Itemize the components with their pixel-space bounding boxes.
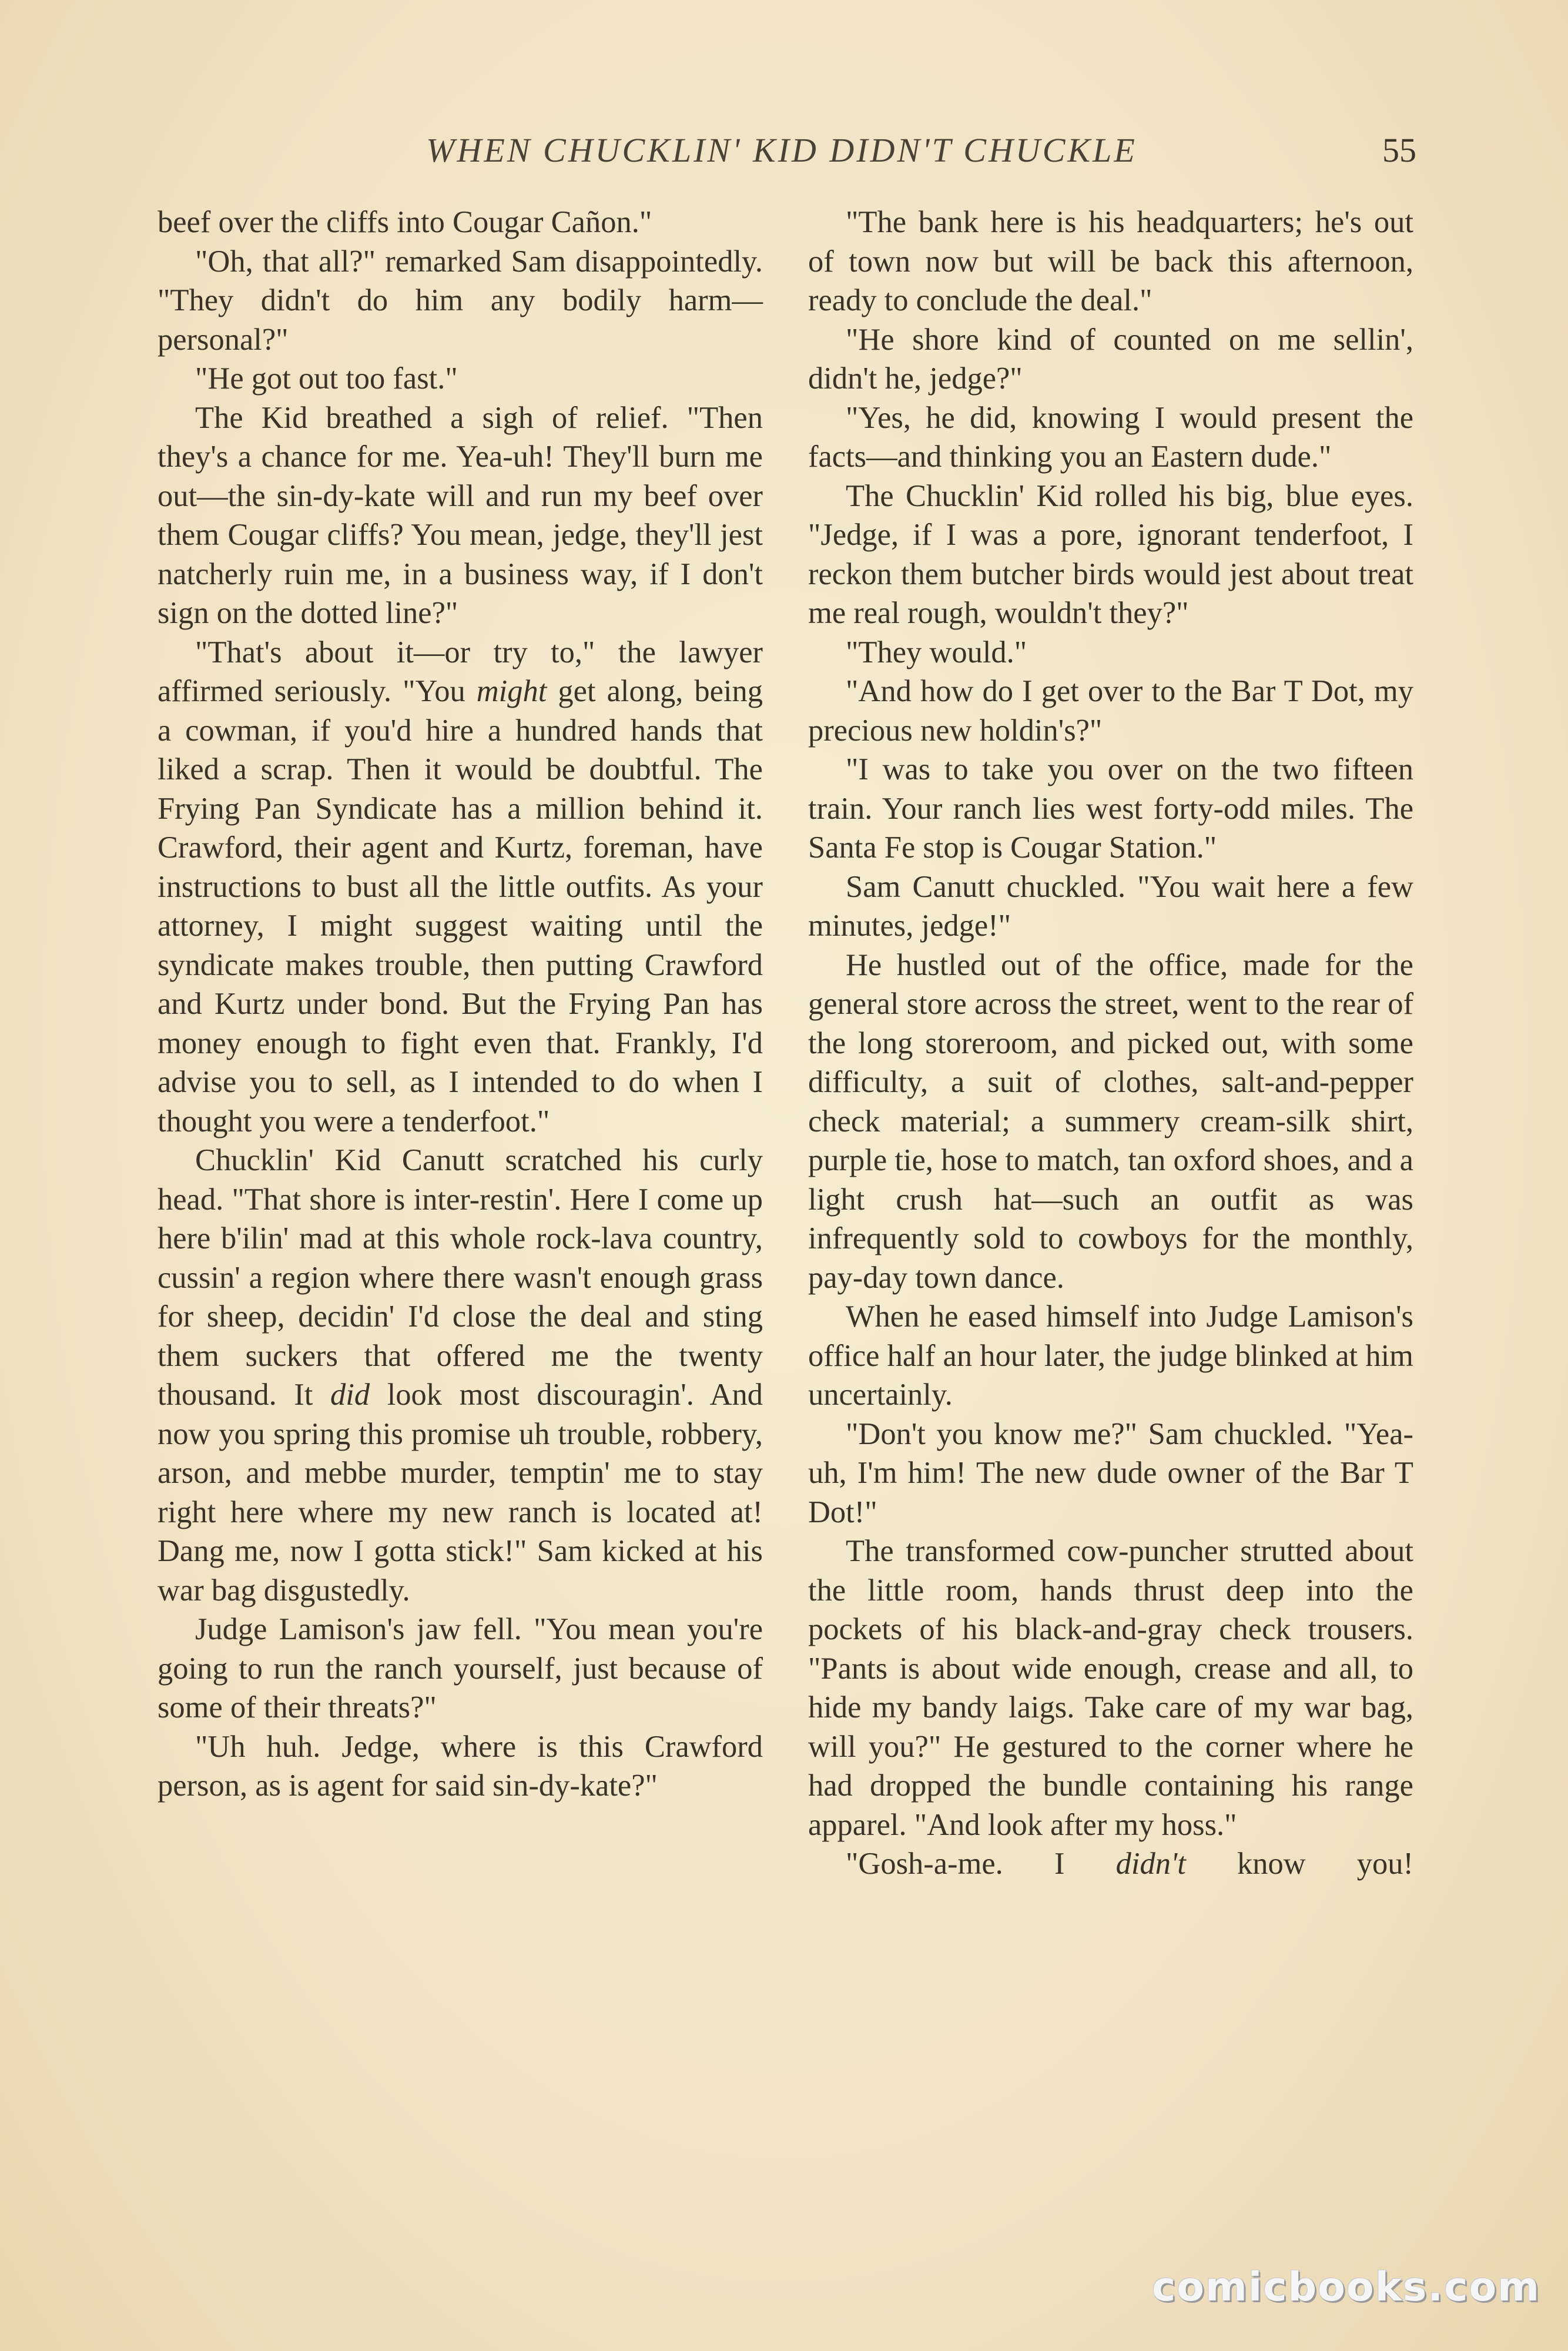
paragraph: Judge Lamison's jaw fell. "You mean you're going to run the ranch yourself, just because of some of their threats?" [158, 1612, 763, 1724]
paragraph: "He got out too fast." [195, 361, 458, 396]
paragraph: "The bank here is his headquarters; he's out of town now but will be back this afternoon, ready to conclude the deal." [808, 205, 1413, 317]
emphasis: did [330, 1378, 370, 1412]
paragraph: The Kid breathed a sigh of relief. "Then they's a chance for me. Yea-uh! They'll burn me out—the sin-dy-kate will and run my beef over them Cougar cliffs? You mean, jedge, they'll jest natcherly ruin me, in a business way, if I don't sign on the dotted line?" [158, 400, 763, 630]
running-title: WHEN CHUCKLIN' KID DIDN'T CHUCKLE [426, 131, 1137, 169]
paragraph: The transformed cow-puncher strutted about the little room, hands thrust deep into the pockets of his black-and-gray check trousers. "Pants is about wide enough, crease and all, to hide my bandy laigs. Take care of my war bag, will you?" He gestured to the corner where he had dropped the bundle containing his range apparel. "And look after my hoss." [808, 1534, 1413, 1842]
paragraph [158, 633, 763, 1141]
paragraph: "He shore kind of counted on me sellin', didn't he, jedge?" [808, 322, 1413, 396]
paragraph: "Uh huh. Jedge, where is this Crawford person, as is agent for said sin-dy-kate?" [158, 1729, 763, 1803]
paragraph: "Yes, he did, knowing I would present the facts—and thinking you an Eastern dude." [808, 400, 1413, 474]
paragraph: When he eased himself into Judge Lamison's office half an hour later, the judge blinked at him uncertainly. [808, 1300, 1413, 1412]
paragraph [808, 1844, 1413, 1884]
left-column [158, 203, 763, 1806]
emphasis: didn't [1115, 1847, 1186, 1881]
watermark: comicbooks.com [1152, 2264, 1541, 2310]
paragraph: "And how do I get over to the Bar T Dot, my precious new holdin's?" [808, 674, 1413, 748]
text-run: "Gosh-a-me. I [846, 1847, 1116, 1881]
page-number: 55 [1382, 131, 1416, 169]
paragraph [158, 1141, 763, 1610]
paragraph: beef over the cliffs into Cougar Cañon." [158, 205, 652, 239]
paragraph: "Oh, that all?" remarked Sam disappointedly. "They didn't do him any bodily harm—personal?" [158, 244, 763, 357]
text-run: know you! [1185, 1847, 1413, 1881]
paragraph: Sam Canutt chuckled. "You wait here a few minutes, jedge!" [808, 869, 1413, 943]
text-run: get along, being a cowman, if you'd hire a hundred hands that liked a scrap. Then it would be doubtful. The Frying Pan Syndicate has a million behind it. Crawford, their agent and Kurtz, foreman, have instructions to bust all the little outfits. As your attorney, I might suggest waiting until the syndicate makes trouble, then putting Crawford and Kurtz under bond. But the Frying Pan has money enough to fight even that. Frankly, I'd advise you to sell, as I intended to do when I thought you were a tenderfoot." [158, 674, 763, 1138]
paragraph: The Chucklin' Kid rolled his big, blue eyes. "Jedge, if I was a pore, ignorant tenderfoot, I reckon them butcher birds would jest about treat me real rough, wouldn't they?" [808, 478, 1413, 630]
emphasis: might [476, 674, 547, 708]
paragraph: "I was to take you over on the two fifteen train. Your ranch lies west forty-odd miles. The Santa Fe stop is Cougar Station." [808, 752, 1413, 865]
text-run: Chucklin' Kid Canutt scratched his curly head. "That shore is inter-restin'. Here I come up here b'ilin' mad at this whole rock-lava country, cussin' a region where there wasn't enough grass for sheep, decidin' I'd close the deal and sting them suckers that offered me the twenty thousand. It [158, 1143, 763, 1412]
paragraph: He hustled out of the office, made for the general store across the street, went to the rear of the long storeroom, and picked out, with some difficulty, a suit of clothes, salt-and-pepper check material; a summery cream-silk shirt, purple tie, hose to match, tan oxford shoes, and a light crush hat—such an outfit as was infrequently sold to cowboys for the monthly, pay-day town dance. [808, 947, 1413, 1295]
right-column [808, 203, 1413, 1884]
text-run: "That's about it—or try to," the lawyer affirmed seriously. "You [158, 635, 763, 708]
paragraph: "They would." [846, 635, 1027, 669]
paragraph: "Don't you know me?" Sam chuckled. "Yea-uh, I'm him! The new dude owner of the Bar T Dot!" [808, 1416, 1413, 1529]
text-run: look most discouragin'. And now you spring this promise uh trouble, robbery, arson, and mebbe murder, temptin' me to stay right here where my new ranch is located at! Dang me, now I gotta stick!" Sam kicked at his war bag disgustedly. [158, 1378, 763, 1607]
